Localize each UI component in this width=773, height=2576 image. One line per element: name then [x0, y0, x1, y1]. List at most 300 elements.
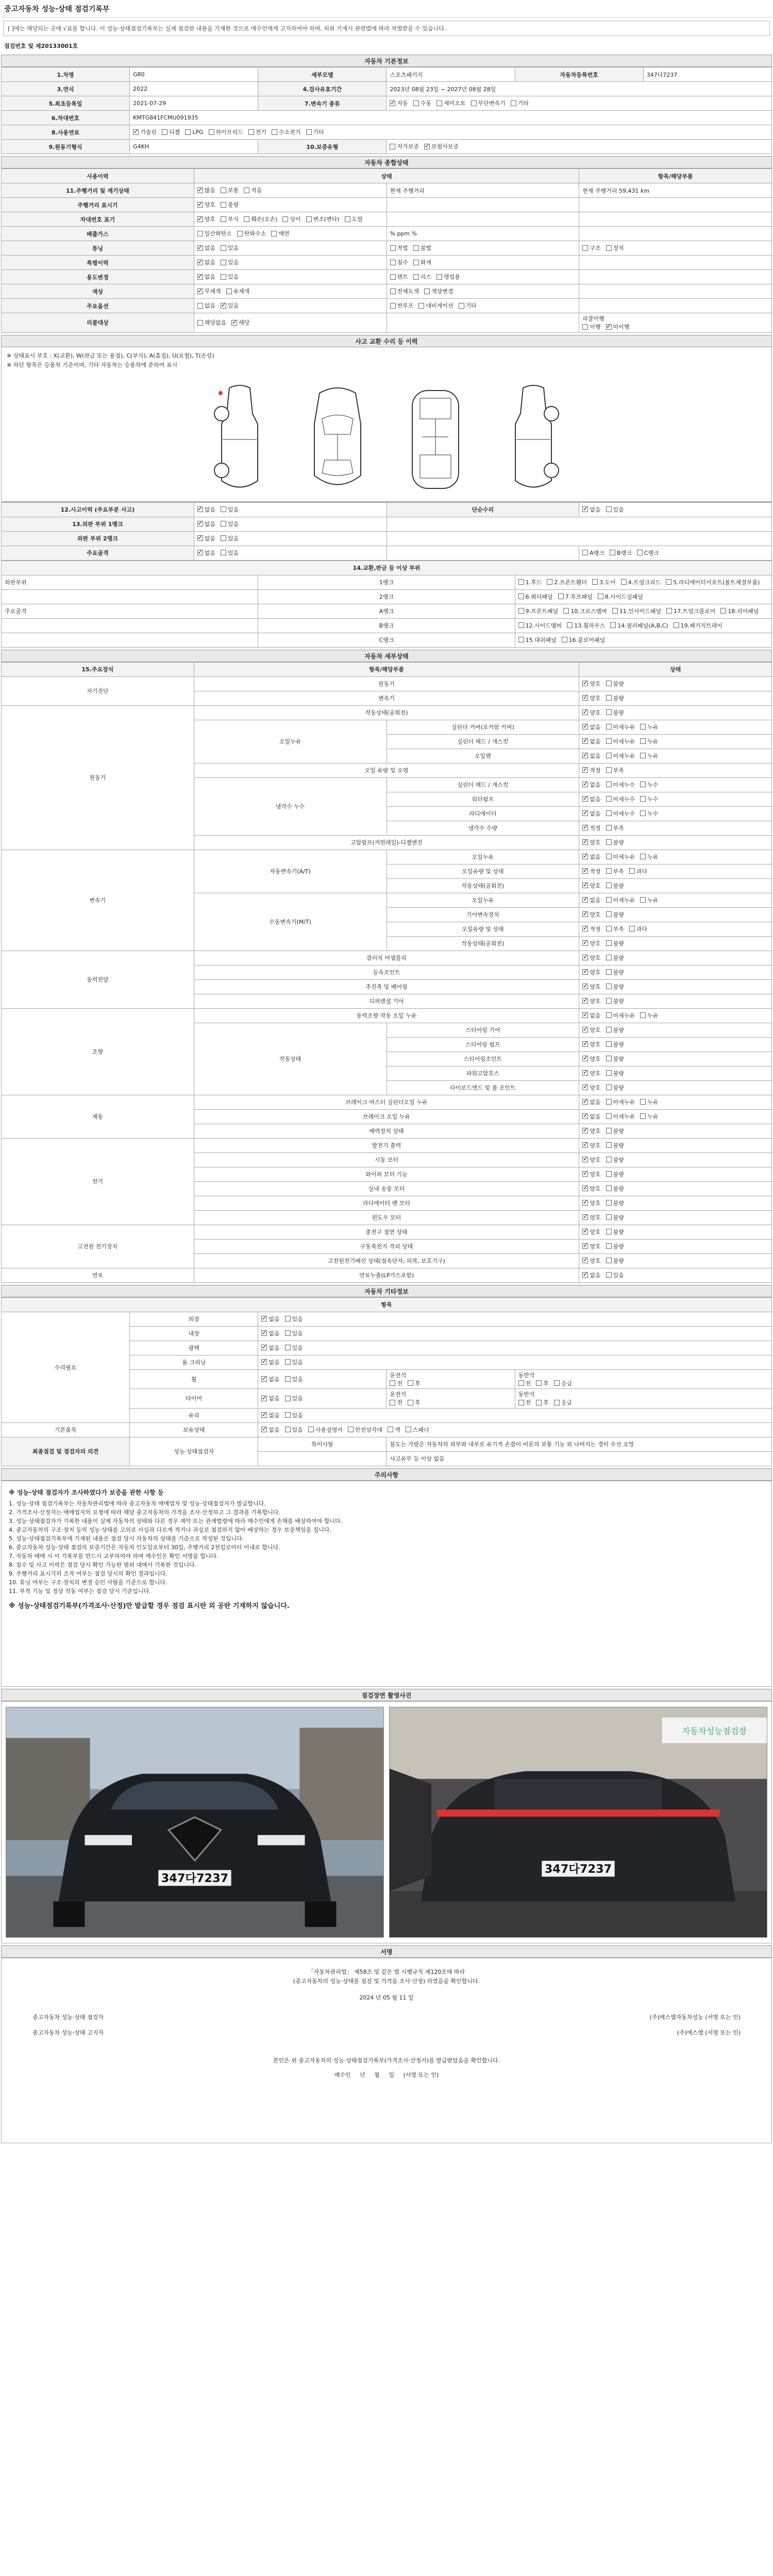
- checkbox-option[interactable]: [606, 680, 624, 688]
- checkbox-option[interactable]: [413, 273, 431, 281]
- checkbox[interactable]: [606, 897, 612, 903]
- checkbox[interactable]: [612, 608, 618, 614]
- checkbox[interactable]: [582, 767, 588, 773]
- checkbox[interactable]: [197, 303, 203, 309]
- checkbox[interactable]: [606, 955, 612, 960]
- checkbox[interactable]: [582, 1229, 588, 1234]
- checkbox-option[interactable]: [606, 867, 624, 875]
- checkbox-option[interactable]: [390, 287, 419, 295]
- checkbox[interactable]: [621, 579, 627, 585]
- checkbox-option[interactable]: [436, 273, 460, 281]
- checkbox-option[interactable]: [606, 882, 624, 890]
- checkbox[interactable]: [231, 320, 237, 326]
- checkbox[interactable]: [606, 969, 612, 975]
- checkbox[interactable]: [162, 129, 167, 135]
- checkbox-option[interactable]: [606, 824, 624, 832]
- checkbox[interactable]: [261, 1345, 267, 1350]
- checkbox-option[interactable]: [582, 1242, 600, 1250]
- checkbox[interactable]: [606, 940, 612, 946]
- checkbox[interactable]: [562, 637, 567, 642]
- checkbox[interactable]: [606, 911, 612, 917]
- checkbox[interactable]: [221, 303, 226, 309]
- checkbox-option[interactable]: [563, 607, 607, 615]
- checkbox-option[interactable]: [640, 795, 658, 803]
- checkbox[interactable]: [221, 260, 226, 265]
- checkbox-option[interactable]: [133, 128, 157, 136]
- checkbox-option[interactable]: [582, 1011, 600, 1020]
- checkbox[interactable]: [606, 984, 612, 989]
- checkbox[interactable]: [197, 274, 203, 280]
- checkbox-option[interactable]: [640, 1098, 658, 1106]
- checkbox[interactable]: [629, 926, 635, 931]
- checkbox-option[interactable]: [471, 99, 506, 107]
- checkbox-option[interactable]: [606, 1026, 624, 1034]
- checkbox-option[interactable]: [261, 1329, 279, 1337]
- checkbox-option[interactable]: [582, 549, 604, 557]
- checkbox[interactable]: [413, 274, 419, 280]
- checkbox-option[interactable]: [606, 997, 624, 1005]
- checkbox[interactable]: [606, 724, 612, 730]
- checkbox[interactable]: [606, 839, 612, 845]
- checkbox[interactable]: [563, 608, 569, 614]
- checkbox-option[interactable]: [606, 1040, 624, 1048]
- checkbox-option[interactable]: [582, 1127, 600, 1135]
- checkbox[interactable]: [606, 1056, 612, 1061]
- checkbox[interactable]: [606, 998, 612, 1004]
- checkbox[interactable]: [536, 1400, 542, 1405]
- checkbox-option[interactable]: [390, 99, 408, 107]
- checkbox-option[interactable]: [606, 853, 635, 861]
- checkbox[interactable]: [285, 1412, 291, 1418]
- checkbox[interactable]: [582, 724, 588, 730]
- checkbox-option[interactable]: [582, 867, 600, 875]
- checkbox-option[interactable]: [606, 1228, 624, 1236]
- checkbox[interactable]: [606, 1157, 612, 1162]
- checkbox[interactable]: [388, 1427, 393, 1432]
- checkbox[interactable]: [285, 1330, 291, 1336]
- checkbox-option[interactable]: [666, 578, 760, 586]
- checkbox[interactable]: [640, 897, 646, 903]
- checkbox-option[interactable]: [629, 867, 647, 875]
- checkbox-option[interactable]: [582, 1083, 600, 1092]
- checkbox[interactable]: [582, 796, 588, 802]
- checkbox-option[interactable]: [248, 128, 266, 136]
- checkbox[interactable]: [582, 1157, 588, 1162]
- checkbox[interactable]: [558, 594, 564, 599]
- checkbox-option[interactable]: [606, 896, 635, 904]
- checkbox[interactable]: [606, 796, 612, 802]
- checkbox-option[interactable]: [306, 215, 340, 223]
- checkbox-option[interactable]: [285, 1411, 303, 1419]
- checkbox-option[interactable]: [390, 273, 408, 281]
- checkbox[interactable]: [221, 506, 226, 512]
- checkbox-option[interactable]: [185, 129, 203, 135]
- checkbox[interactable]: [518, 637, 524, 642]
- checkbox-option[interactable]: [547, 578, 587, 586]
- checkbox-option[interactable]: [518, 607, 559, 615]
- checkbox[interactable]: [261, 1412, 267, 1418]
- checkbox[interactable]: [582, 550, 588, 555]
- checkbox-option[interactable]: [197, 244, 215, 252]
- checkbox[interactable]: [237, 231, 243, 236]
- checkbox-option[interactable]: [640, 896, 658, 904]
- checkbox[interactable]: [582, 1171, 588, 1177]
- checkbox-option[interactable]: [348, 1426, 382, 1434]
- checkbox-option[interactable]: [582, 795, 600, 803]
- checkbox-option[interactable]: [582, 1040, 600, 1048]
- checkbox[interactable]: [606, 1258, 612, 1263]
- checkbox-option[interactable]: [606, 708, 624, 717]
- checkbox-option[interactable]: [518, 592, 553, 601]
- checkbox-option[interactable]: [390, 1379, 402, 1387]
- checkbox-option[interactable]: [424, 287, 453, 295]
- checkbox-option[interactable]: [582, 882, 600, 890]
- checkbox[interactable]: [582, 753, 588, 758]
- checkbox[interactable]: [436, 100, 442, 106]
- checkbox[interactable]: [582, 810, 588, 816]
- checkbox-option[interactable]: [197, 215, 215, 223]
- checkbox[interactable]: [606, 324, 612, 330]
- checkbox-option[interactable]: [221, 505, 239, 514]
- checkbox-option[interactable]: [582, 982, 600, 991]
- checkbox-option[interactable]: [162, 128, 180, 136]
- checkbox[interactable]: [582, 984, 588, 989]
- checkbox-option[interactable]: [518, 621, 562, 630]
- checkbox[interactable]: [197, 550, 203, 555]
- checkbox-option[interactable]: [197, 258, 215, 266]
- checkbox-option[interactable]: [606, 939, 624, 947]
- checkbox[interactable]: [272, 129, 277, 135]
- checkbox[interactable]: [261, 1359, 267, 1365]
- checkbox[interactable]: [261, 1316, 267, 1321]
- checkbox[interactable]: [606, 245, 612, 251]
- checkbox[interactable]: [567, 622, 573, 628]
- checkbox-option[interactable]: [582, 809, 600, 818]
- checkbox-option[interactable]: [582, 910, 600, 919]
- checkbox-option[interactable]: [345, 215, 363, 223]
- checkbox[interactable]: [640, 724, 646, 730]
- checkbox[interactable]: [606, 1229, 612, 1234]
- checkbox[interactable]: [133, 129, 139, 135]
- checkbox[interactable]: [606, 1142, 612, 1148]
- checkbox-option[interactable]: [308, 1426, 343, 1434]
- checkbox[interactable]: [221, 274, 226, 280]
- checkbox[interactable]: [582, 868, 588, 874]
- checkbox[interactable]: [640, 1012, 646, 1018]
- checkbox-option[interactable]: [640, 737, 658, 745]
- checkbox-option[interactable]: [606, 1199, 624, 1207]
- checkbox-option[interactable]: [582, 1271, 600, 1279]
- checkbox[interactable]: [582, 969, 588, 975]
- checkbox-option[interactable]: [231, 318, 249, 327]
- checkbox-option[interactable]: [582, 1257, 600, 1265]
- checkbox[interactable]: [606, 883, 612, 888]
- checkbox-option[interactable]: [582, 1184, 600, 1193]
- checkbox-option[interactable]: [621, 578, 661, 586]
- checkbox-option[interactable]: [582, 954, 600, 962]
- checkbox[interactable]: [197, 216, 203, 222]
- checkbox[interactable]: [582, 782, 588, 787]
- checkbox[interactable]: [582, 854, 588, 859]
- checkbox[interactable]: [606, 681, 612, 686]
- checkbox-option[interactable]: [582, 752, 600, 760]
- checkbox[interactable]: [582, 926, 588, 931]
- checkbox[interactable]: [226, 289, 232, 294]
- checkbox-option[interactable]: [197, 505, 215, 514]
- checkbox[interactable]: [282, 216, 288, 222]
- checkbox-option[interactable]: [606, 766, 624, 774]
- checkbox-option[interactable]: [606, 1156, 624, 1164]
- checkbox-option[interactable]: [582, 925, 600, 933]
- checkbox-option[interactable]: [221, 258, 239, 266]
- checkbox-option[interactable]: [606, 244, 624, 252]
- checkbox[interactable]: [582, 1258, 588, 1263]
- checkbox[interactable]: [610, 550, 615, 555]
- checkbox[interactable]: [582, 1070, 588, 1076]
- checkbox[interactable]: [640, 738, 646, 744]
- checkbox-option[interactable]: [606, 1242, 624, 1250]
- checkbox[interactable]: [606, 767, 612, 773]
- checkbox-option[interactable]: [582, 737, 600, 745]
- checkbox[interactable]: [582, 738, 588, 744]
- checkbox-option[interactable]: [285, 1358, 303, 1366]
- checkbox[interactable]: [261, 1330, 267, 1336]
- checkbox[interactable]: [390, 100, 395, 106]
- checkbox-option[interactable]: [221, 244, 239, 252]
- checkbox-option[interactable]: [582, 723, 600, 731]
- checkbox[interactable]: [582, 681, 588, 686]
- checkbox-option[interactable]: [582, 1112, 600, 1121]
- checkbox-option[interactable]: [606, 1098, 635, 1106]
- checkbox[interactable]: [674, 622, 679, 628]
- checkbox[interactable]: [606, 1070, 612, 1076]
- checkbox[interactable]: [424, 289, 430, 294]
- checkbox-option[interactable]: [221, 186, 239, 194]
- checkbox-option[interactable]: [518, 578, 542, 586]
- checkbox[interactable]: [345, 216, 350, 222]
- checkbox-option[interactable]: [518, 1398, 531, 1406]
- checkbox[interactable]: [582, 1142, 588, 1148]
- checkbox[interactable]: [390, 144, 395, 149]
- checkbox[interactable]: [285, 1376, 291, 1382]
- checkbox[interactable]: [390, 274, 396, 280]
- checkbox[interactable]: [408, 1380, 413, 1386]
- checkbox[interactable]: [606, 1099, 612, 1105]
- checkbox-option[interactable]: [244, 215, 277, 223]
- checkbox-option[interactable]: [221, 301, 239, 310]
- checkbox-option[interactable]: [582, 896, 600, 904]
- checkbox-option[interactable]: [582, 939, 600, 947]
- checkbox-option[interactable]: [197, 301, 215, 310]
- checkbox-option[interactable]: [582, 708, 600, 717]
- checkbox-option[interactable]: [582, 1098, 600, 1106]
- checkbox-option[interactable]: [418, 301, 453, 310]
- checkbox-option[interactable]: [282, 215, 300, 223]
- checkbox-option[interactable]: [720, 607, 759, 615]
- checkbox[interactable]: [261, 1376, 267, 1382]
- checkbox[interactable]: [582, 1012, 588, 1018]
- checkbox[interactable]: [197, 320, 203, 326]
- checkbox[interactable]: [185, 129, 191, 135]
- checkbox-option[interactable]: [554, 1379, 572, 1387]
- checkbox-option[interactable]: [271, 229, 289, 238]
- checkbox[interactable]: [285, 1345, 291, 1350]
- checkbox-option[interactable]: [582, 1055, 600, 1063]
- checkbox[interactable]: [536, 1380, 542, 1386]
- checkbox[interactable]: [221, 521, 226, 527]
- checkbox[interactable]: [306, 129, 312, 135]
- checkbox[interactable]: [582, 695, 588, 701]
- checkbox-option[interactable]: [237, 229, 266, 238]
- checkbox[interactable]: [582, 911, 588, 917]
- checkbox-option[interactable]: [197, 200, 215, 209]
- checkbox-option[interactable]: [582, 1156, 600, 1164]
- checkbox[interactable]: [285, 1359, 291, 1365]
- checkbox-option[interactable]: [285, 1315, 303, 1323]
- checkbox-option[interactable]: [606, 1141, 624, 1149]
- checkbox-option[interactable]: [606, 809, 635, 818]
- checkbox[interactable]: [471, 100, 477, 106]
- checkbox-option[interactable]: [582, 1170, 600, 1178]
- checkbox-option[interactable]: [606, 1127, 624, 1135]
- checkbox-option[interactable]: [606, 505, 624, 514]
- checkbox-option[interactable]: [606, 323, 630, 331]
- checkbox[interactable]: [582, 324, 588, 330]
- checkbox-option[interactable]: [592, 578, 616, 586]
- checkbox[interactable]: [582, 940, 588, 946]
- checkbox[interactable]: [640, 753, 646, 758]
- checkbox[interactable]: [606, 1128, 612, 1133]
- checkbox[interactable]: [390, 245, 396, 251]
- checkbox-option[interactable]: [606, 723, 635, 731]
- checkbox[interactable]: [666, 579, 671, 585]
- checkbox[interactable]: [306, 216, 312, 222]
- checkbox[interactable]: [606, 1041, 612, 1047]
- checkbox[interactable]: [606, 506, 612, 512]
- checkbox-option[interactable]: [606, 1083, 624, 1092]
- checkbox-option[interactable]: [285, 1375, 303, 1383]
- checkbox[interactable]: [606, 1113, 612, 1119]
- checkbox[interactable]: [518, 1400, 524, 1405]
- checkbox-option[interactable]: [261, 1375, 279, 1383]
- checkbox-option[interactable]: [518, 1379, 531, 1387]
- checkbox-option[interactable]: [640, 781, 658, 789]
- checkbox-option[interactable]: [536, 1379, 549, 1387]
- checkbox[interactable]: [606, 1243, 612, 1249]
- checkbox-option[interactable]: [390, 142, 419, 150]
- checkbox-option[interactable]: [640, 752, 658, 760]
- checkbox-option[interactable]: [459, 301, 477, 310]
- checkbox-option[interactable]: [197, 318, 227, 327]
- checkbox-option[interactable]: [388, 1426, 400, 1434]
- checkbox-option[interactable]: [610, 549, 632, 557]
- checkbox[interactable]: [390, 1380, 395, 1386]
- checkbox[interactable]: [606, 1214, 612, 1220]
- checkbox-option[interactable]: [640, 853, 658, 861]
- checkbox-option[interactable]: [606, 752, 635, 760]
- checkbox[interactable]: [285, 1316, 291, 1321]
- checkbox[interactable]: [408, 1400, 413, 1405]
- checkbox-option[interactable]: [582, 824, 600, 832]
- checkbox-option[interactable]: [606, 1184, 624, 1193]
- checkbox[interactable]: [582, 506, 588, 512]
- checkbox-option[interactable]: [197, 534, 215, 543]
- checkbox-option[interactable]: [606, 1055, 624, 1063]
- checkbox-option[interactable]: [606, 1213, 624, 1222]
- checkbox[interactable]: [197, 188, 203, 193]
- checkbox[interactable]: [582, 1272, 588, 1278]
- checkbox[interactable]: [606, 1171, 612, 1177]
- checkbox[interactable]: [629, 868, 635, 874]
- checkbox[interactable]: [606, 1185, 612, 1191]
- checkbox-option[interactable]: [244, 186, 262, 194]
- checkbox-option[interactable]: [261, 1426, 279, 1434]
- checkbox-option[interactable]: [197, 186, 215, 194]
- checkbox[interactable]: [390, 289, 396, 294]
- checkbox[interactable]: [606, 868, 612, 874]
- checkbox-option[interactable]: [554, 1398, 572, 1406]
- checkbox-option[interactable]: [390, 1398, 402, 1406]
- checkbox[interactable]: [424, 144, 430, 149]
- checkbox[interactable]: [582, 245, 588, 251]
- checkbox-option[interactable]: [197, 273, 215, 281]
- checkbox[interactable]: [640, 782, 646, 787]
- checkbox-option[interactable]: [408, 1398, 421, 1406]
- checkbox[interactable]: [197, 245, 203, 251]
- checkbox[interactable]: [582, 1084, 588, 1090]
- checkbox-option[interactable]: [261, 1358, 279, 1366]
- checkbox[interactable]: [606, 1012, 612, 1018]
- checkbox[interactable]: [518, 1380, 524, 1386]
- checkbox[interactable]: [640, 796, 646, 802]
- checkbox-option[interactable]: [606, 1011, 635, 1020]
- checkbox[interactable]: [413, 245, 419, 251]
- checkbox-option[interactable]: [606, 1271, 624, 1279]
- checkbox[interactable]: [197, 260, 203, 265]
- checkbox-option[interactable]: [197, 549, 215, 557]
- checkbox-option[interactable]: [261, 1344, 279, 1352]
- checkbox[interactable]: [582, 1200, 588, 1206]
- checkbox[interactable]: [554, 1400, 560, 1405]
- checkbox-option[interactable]: [582, 968, 600, 976]
- checkbox-option[interactable]: [197, 520, 215, 528]
- checkbox-option[interactable]: [674, 621, 722, 630]
- checkbox-option[interactable]: [610, 621, 668, 630]
- checkbox[interactable]: [261, 1396, 267, 1401]
- checkbox-option[interactable]: [640, 1112, 658, 1121]
- checkbox-option[interactable]: [221, 549, 239, 557]
- checkbox[interactable]: [606, 1272, 612, 1278]
- checkbox-option[interactable]: [612, 607, 661, 615]
- checkbox-option[interactable]: [285, 1426, 303, 1434]
- checkbox[interactable]: [606, 782, 612, 787]
- checkbox-option[interactable]: [582, 694, 600, 702]
- checkbox-option[interactable]: [606, 694, 624, 702]
- checkbox-option[interactable]: [285, 1344, 303, 1352]
- checkbox-option[interactable]: [640, 1011, 658, 1020]
- checkbox[interactable]: [518, 579, 524, 585]
- checkbox[interactable]: [582, 1056, 588, 1061]
- checkbox-option[interactable]: [285, 1394, 303, 1402]
- checkbox-option[interactable]: [606, 1112, 635, 1121]
- checkbox[interactable]: [592, 579, 598, 585]
- checkbox-option[interactable]: [582, 781, 600, 789]
- checkbox[interactable]: [209, 129, 214, 135]
- checkbox[interactable]: [582, 1041, 588, 1047]
- checkbox-option[interactable]: [261, 1411, 279, 1419]
- checkbox[interactable]: [606, 854, 612, 859]
- checkbox-option[interactable]: [221, 215, 239, 223]
